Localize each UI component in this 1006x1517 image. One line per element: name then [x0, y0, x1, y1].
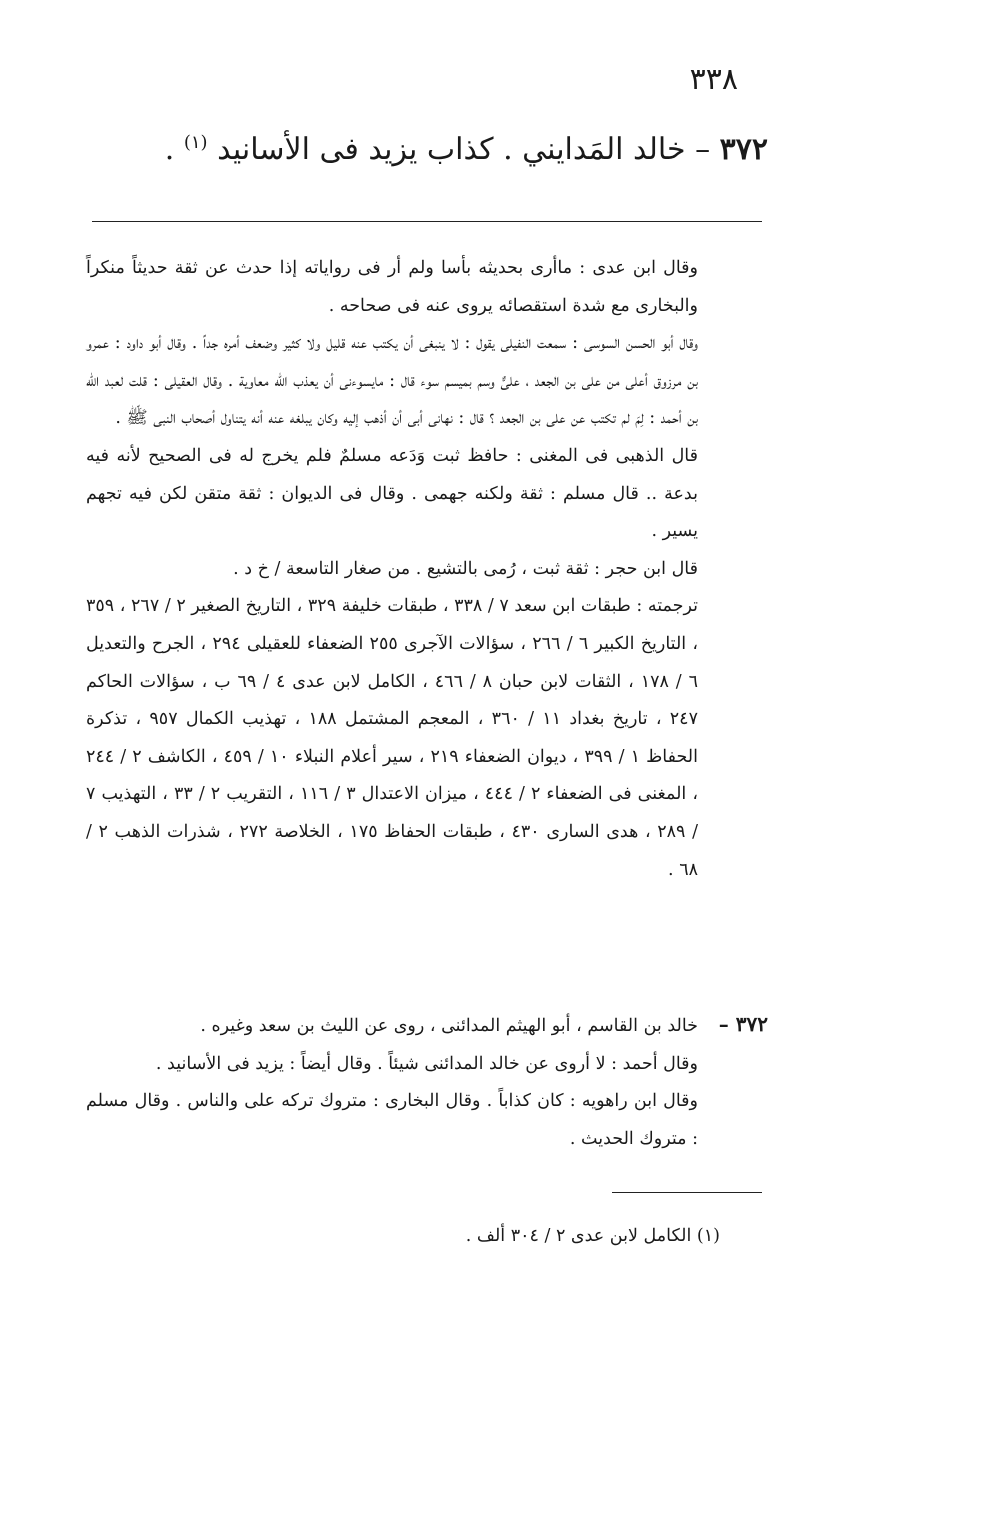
footnote-reference: (١) — [183, 132, 208, 153]
second-entry-intro: خالد بن القاسم ، أبو الهيثم المدائنى ، روى عن الليث بن سعد وغيره . — [200, 1016, 698, 1036]
second-entry-body — [86, 1046, 698, 1159]
entry-heading-text: – خالد المَدايني . كذاب يزيد فى الأسانيد — [217, 132, 711, 167]
main-body — [86, 250, 698, 889]
footnote-divider — [612, 1192, 762, 1193]
entry-heading — [128, 132, 768, 167]
heading-divider — [92, 221, 762, 222]
footnote: (١) الكامل لابن عدى ٢ / ٣٠٤ ألف . — [465, 1226, 720, 1246]
paragraph-dhahabi: قال الذهبى فى المغنى : حافظ ثبت وَدَعه مسلمٌ فلم يخرج له فى الصحيح لأنه فيه بدعة .. قال مسلم : ثقة ولكنه جهمى . وقال فى الديوان : ثقة متقن لكن فيه تجهم يسير . — [86, 445, 698, 542]
second-entry — [86, 1006, 768, 1158]
page-number: ٣٣٨ — [689, 62, 738, 97]
second-entry-number: ٣٧٢ – — [718, 1012, 768, 1036]
paragraph-susi: وقال أبو الحسن السوسى : سمعت النفيلى يقول : لا ينبغى أن يكتب عنه قليل ولا كثير وضعف أمره جداً . وقال أبو داود : عمرو بن مرزوق أعلى من على بن الجعد ، علىٌّ وسم بميسم سوء قال : مايسوءنى أن يعذب الله معاوية . وقال العقيلى : قلت لعبد الله بن أحمد : لِمَ لم تكتب عن على بن الجعد ؟ قال : نهانى أبى أن أذهب إليه وكان يبلغه عنه أنه يتناول أصحاب النبى ﷺ . — [86, 333, 698, 429]
entry-heading-end: . — [164, 132, 184, 167]
paragraph-ibn-adi: وقال ابن عدى : ماأرى بحديثه بأسا ولم أر فى رواياته إذا حدث عن ثقة حديثاً منكراً والبخارى مع شدة استقصائه يروى عنه فى صحاحه . — [86, 258, 698, 316]
second-entry-ibn-rahawayh: وقال ابن راهويه : كان كذاباً . وقال البخارى : متروك تركه على والناس . وقال مسلم : متروك الحديث . — [86, 1091, 698, 1149]
second-entry-first-line — [86, 1006, 768, 1046]
entry-heading-number: ٣٧٢ — [719, 132, 768, 167]
paragraph-ibn-hajar: قال ابن حجر : ثقة ثبت ، رُمى بالتشيع . من صغار التاسعة / خ د . — [233, 558, 698, 579]
paragraph-sources: ترجمته : طبقات ابن سعد ٧ / ٣٣٨ ، طبقات خليفة ٣٢٩ ، التاريخ الصغير ٢ / ٢٦٧ ، ٣٥٩ ، التاريخ الكبير ٦ / ٢٦٦ ، سؤالات الآجرى ٢٥٥ الضعفاء للعقيلى ٢٩٤ ، الجرح والتعديل ٦ / ١٧٨ ، الثقات لابن حبان ٨ / ٤٦٦ ، الكامل لابن عدى ٤ / ٦٩ ب ، سؤالات الحاكم ٢٤٧ ، تاريخ بغداد ١١ / ٣٦٠ ، المعجم المشتمل ١٨٨ ، تهذيب الكمال ٩٥٧ ، تذكرة الحفاظ ١ / ٣٩٩ ، ديوان الضعفاء ٢١٩ ، سير أعلام النبلاء ١٠ / ٤٥٩ ، الكاشف ٢ / ٢٤٤ ، المغنى فى الضعفاء ٢ / ٤٤٤ ، ميزان الاعتدال ٣ / ١١٦ ، التقريب ٢ / ٣٣ ، التهذيب ٧ / ٢٨٩ ، هدى السارى ٤٣٠ ، طبقات الحفاظ ١٧٥ ، الخلاصة ٢٧٢ ، شذرات الذهب ٢ / ٦٨ . — [86, 596, 698, 880]
second-entry-ahmad: وقال أحمد : لا أروى عن خالد المدائنى شيئاً . وقال أيضاً : يزيد فى الأسانيد . — [155, 1053, 698, 1074]
